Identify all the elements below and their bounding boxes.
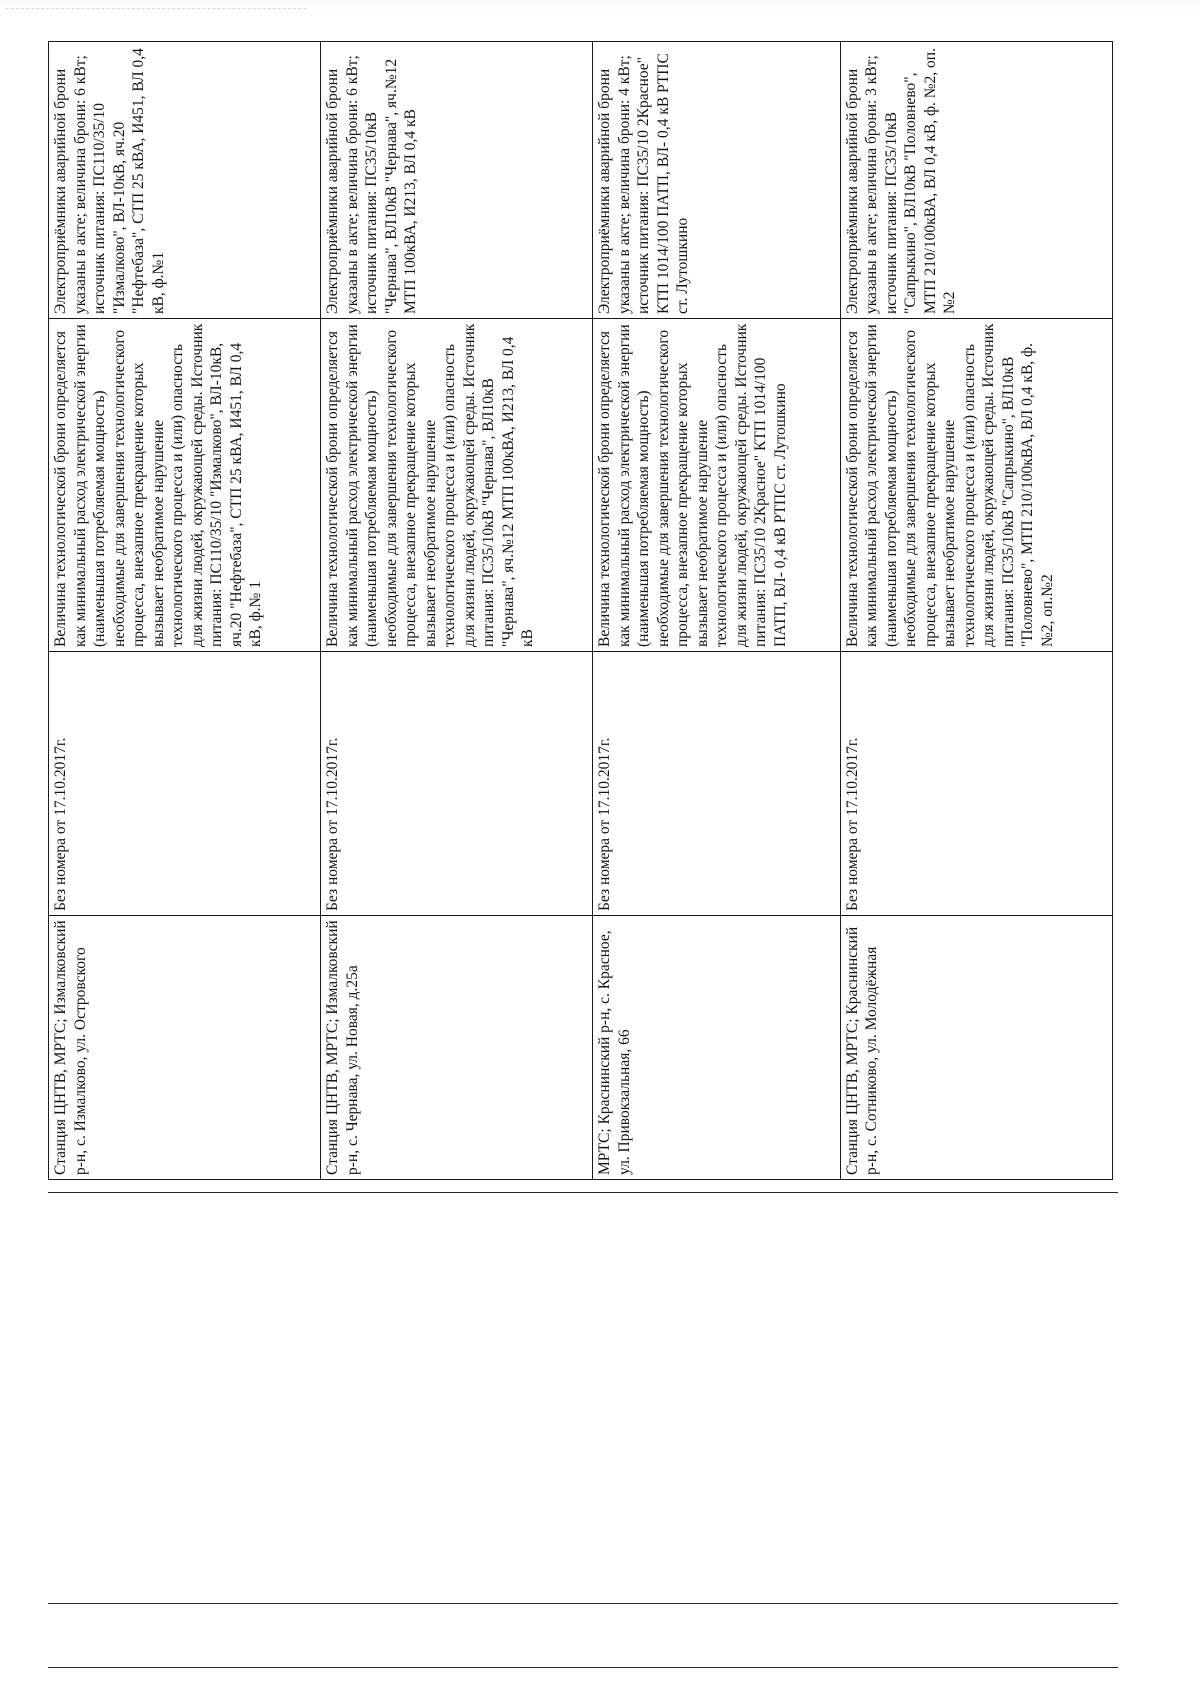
object-cell	[49, 916, 321, 1180]
emergency-reserve-cell	[321, 42, 593, 319]
object-cell	[840, 916, 1112, 1180]
act-text: Без номера от 17.10.2017г.	[324, 737, 342, 911]
divider-line	[48, 1667, 1118, 1668]
table-row	[593, 42, 841, 1180]
power-reserve-table	[48, 41, 1113, 1180]
act-cell	[49, 652, 321, 916]
tech-reserve-text: Величина технологической брони определяется как минимальный расход электрической энергии (наименьшая потребляемая мощность) необходимые для завершения технологического процесса, внезапное прекращение которых вызывает необратимое нарушение технологического процесса и (или) опасность для жизни людей, окружающей среды. Источник питания: ПС110/35/10 "Измалково", ВЛ-10кВ, яч.20 "Нефтебаза", СТП 25 кВА, И451, ВЛ 0,4 кВ, ф.№ 1	[52, 323, 264, 647]
table-row	[321, 42, 593, 1180]
emergency-reserve-cell	[593, 42, 841, 319]
emergency-reserve-cell	[49, 42, 321, 319]
emergency-reserve-cell	[840, 42, 1112, 319]
object-text: МРТС; Краснинский р-н, с. Красное, ул. Привокзальная, 66	[596, 930, 633, 1175]
object-cell	[321, 916, 593, 1180]
tech-reserve-cell	[49, 319, 321, 652]
emergency-reserve-text: Электроприёмники аварийной брони указаны в акте; величина брони: 3 кВт; источник питания: ПС35/10кВ "Сапрыкино", ВЛ10кВ "Половнево", МТП 210/100кВА, ВЛ 0,4 кВ, ф. №2, оп.№2	[843, 48, 959, 314]
tech-reserve-cell	[593, 319, 841, 652]
scan-artifact-line	[6, 8, 306, 9]
act-text: Без номера от 17.10.2017г.	[596, 737, 614, 911]
tech-reserve-text: Величина технологической брони определяется как минимальный расход электрической энергии (наименьшая потребляемая мощность) необходимые для завершения технологического процесса, внезапное прекращение которых вызывает необратимое нарушение технологического процесса и (или) опасность для жизни людей, окружающей среды. Источник питания: ПС35/10кВ "Чернава", ВЛ10кВ "Чернава", яч.№12 МТП 100кВА, И213, ВЛ 0,4 кВ	[324, 323, 537, 647]
tech-reserve-text: Величина технологической брони определяется как минимальный расход электрической энергии (наименьшая потребляемая мощность) необходимые для завершения технологического процесса, внезапное прекращение которых вызывает необратимое нарушение технологического процесса и (или) опасность для жизни людей, окружающей среды. Источник питания: ПС35/10 2Красное" КТП 1014/100 ПАТП, ВЛ- 0,4 кВ РТПС ст. Лутошкино	[596, 323, 789, 647]
object-text: Станция ЦНТВ, МРТС; Краснинский р-н, с. Сотниково, ул. Молодёжная	[843, 926, 881, 1175]
object-cell	[593, 916, 841, 1180]
act-text: Без номера от 17.10.2017г.	[52, 737, 69, 911]
table-row	[49, 42, 321, 1180]
act-cell	[593, 652, 841, 916]
tech-reserve-cell	[321, 319, 593, 652]
act-text: Без номера от 17.10.2017г.	[843, 737, 861, 911]
object-text: Станция ЦНТВ, МРТС; Измалковский р-н, с. Чернава, ул. Новая, д.25а	[324, 920, 361, 1175]
act-cell	[321, 652, 593, 916]
emergency-reserve-text: Электроприёмники аварийной брони указаны в акте; величина брони: 6 кВт; источник питания: ПС35/10кВ "Чернава", ВЛ10кВ "Чернава", яч.№12 МТП 100кВА, И213, ВЛ 0,4 кВ	[324, 55, 420, 314]
table-row	[840, 42, 1112, 1180]
divider-line	[48, 1603, 1118, 1604]
divider-line	[48, 1192, 1118, 1193]
rotated-table-container	[48, 42, 1113, 1180]
act-cell	[840, 652, 1112, 916]
scan-top-edge	[0, 0, 1200, 14]
tech-reserve-text: Величина технологической брони определяется как минимальный расход электрической энергии (наименьшая потребляемая мощность) необходимые для завершения технологического процесса, внезапное прекращение которых вызывает необратимое нарушение технологического процесса и (или) опасность для жизни людей, окружающей среды. Источник питания: ПС35/10кВ "Сапрыкино", ВЛ10кВ "Половнево", МТП 210/100кВА, ВЛ 0,4 кВ, ф. №2, оп.№2	[843, 323, 1056, 647]
object-text: Станция ЦНТВ, МРТС; Измалковский р-н, с. Измалково, ул. Островского	[52, 920, 89, 1175]
emergency-reserve-text: Электроприёмники аварийной брони указаны в акте; величина брони: 6 кВт; источник питания: ПС110/35/10 "Измалково", ВЛ-10кВ, яч.20 "Нефтебаза", СТП 25 кВА, И451, ВЛ 0,4 кВ, ф.№1	[52, 48, 167, 314]
tech-reserve-cell	[840, 319, 1112, 652]
emergency-reserve-text: Электроприёмники аварийной брони указаны в акте; величина брони: 4 кВт; источник питания: ПС35/10 2Красное" КТП 1014/100 ПАТП, ВЛ- 0,4 кВ РТПС ст. Лутошкино	[596, 53, 692, 314]
rotated-table-frame	[48, 42, 1113, 1180]
